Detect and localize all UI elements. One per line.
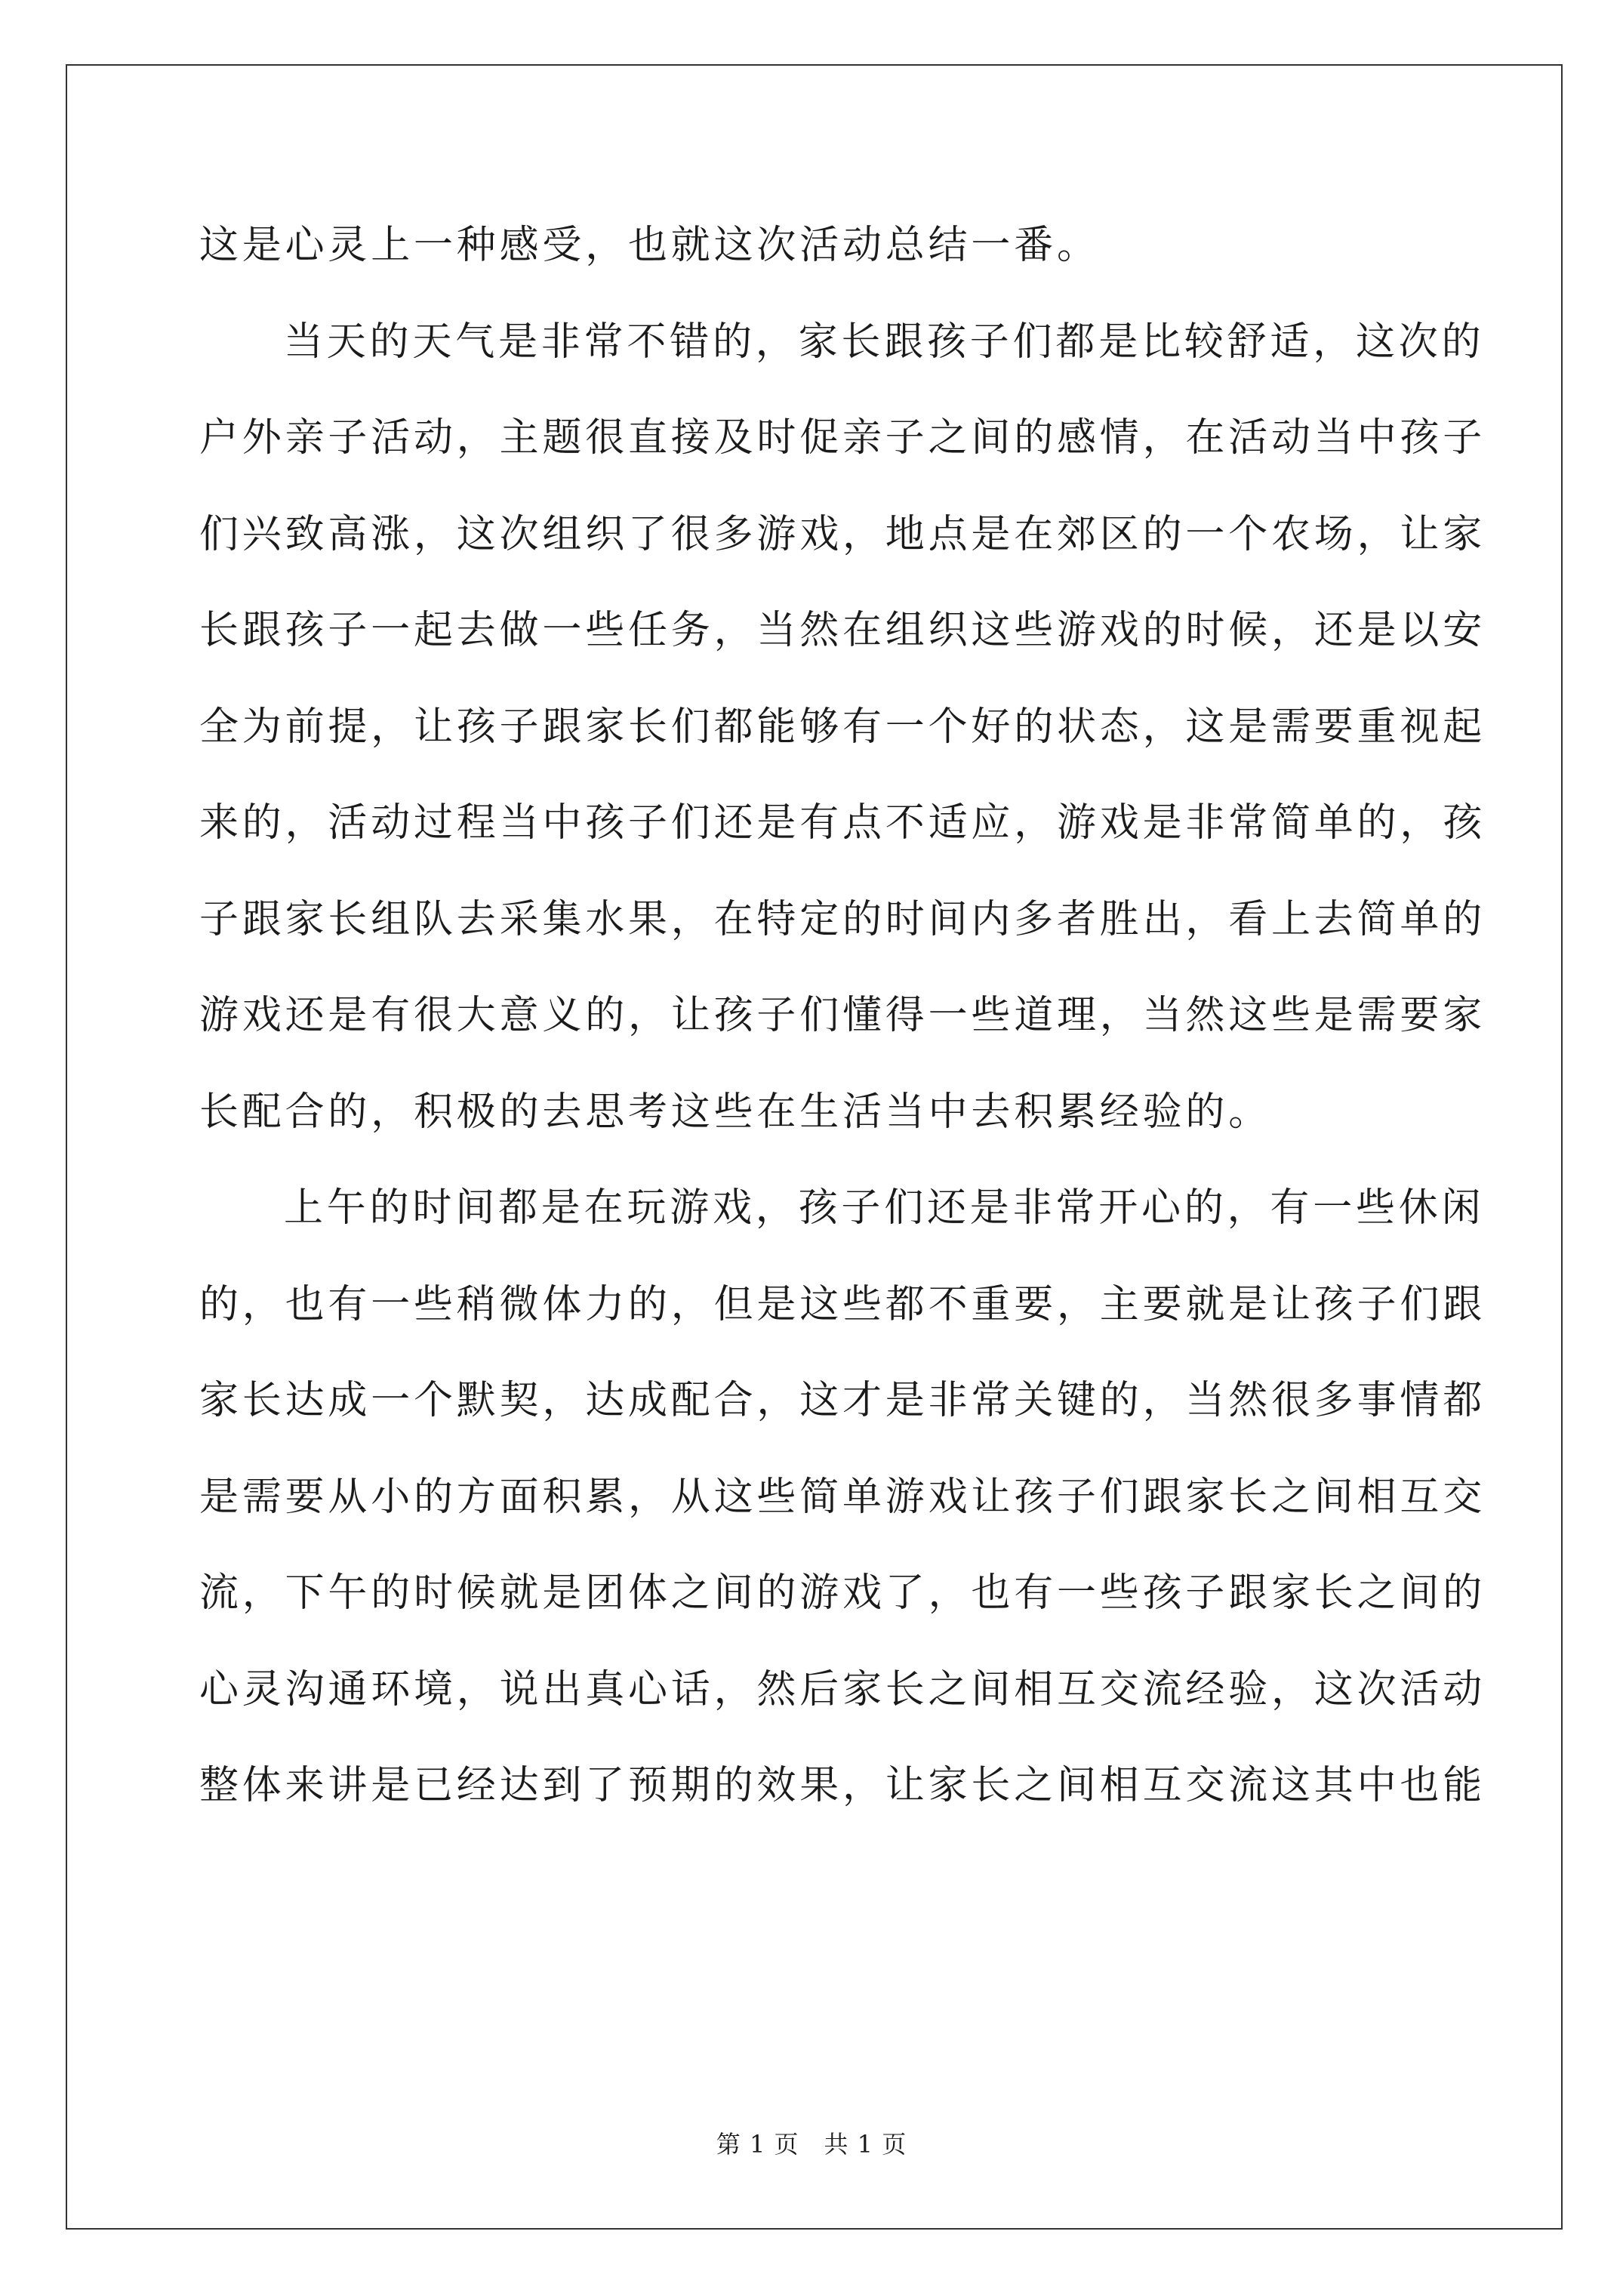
text-line: 长跟孩子一起去做一些任务，当然在组织这些游戏的时候，还是以安 xyxy=(199,608,1486,653)
page-number-footer: 第 1 页 共 1 页 xyxy=(716,2130,907,2159)
text-line: 当天的天气是非常不错的，家长跟孩子们都是比较舒适，这次的 xyxy=(284,319,1485,365)
text-line: 户外亲子活动，主题很直接及时促亲子之间的感情，在活动当中孩子 xyxy=(199,415,1486,461)
document-body xyxy=(199,198,1486,1835)
text-line: 游戏还是有很大意义的，让孩子们懂得一些道理，当然这些是需要家 xyxy=(199,993,1486,1038)
text-line: 们兴致高涨，这次组织了很多游戏，地点是在郊区的一个农场，让家 xyxy=(199,511,1486,557)
text-line: 来的，活动过程当中孩子们还是有点不适应，游戏是非常简单的，孩 xyxy=(199,800,1486,846)
text-line: 全为前提，让孩子跟家长们都能够有一个好的状态，这是需要重视起 xyxy=(199,704,1486,750)
text-line: 这是心灵上一种感受，也就这次活动总结一番。 xyxy=(199,223,1100,268)
text-line: 是需要从小的方面积累，从这些简单游戏让孩子们跟家长之间相互交 xyxy=(199,1474,1486,1520)
text-line: 上午的时间都是在玩游戏，孩子们还是非常开心的，有一些休闲 xyxy=(284,1185,1485,1231)
text-line: 整体来讲是已经达到了预期的效果，让家长之间相互交流这其中也能 xyxy=(199,1763,1486,1808)
text-line: 子跟家长组队去采集水果，在特定的时间内多者胜出，看上去简单的 xyxy=(199,896,1486,942)
text-line: 的，也有一些稍微体力的，但是这些都不重要，主要就是让孩子们跟 xyxy=(199,1281,1486,1327)
text-line: 心灵沟通环境，说出真心话，然后家长之间相互交流经验，这次活动 xyxy=(199,1666,1486,1712)
text-line: 流，下午的时候就是团体之间的游戏了，也有一些孩子跟家长之间的 xyxy=(199,1570,1486,1616)
text-line: 家长达成一个默契，达成配合，这才是非常关键的，当然很多事情都 xyxy=(199,1378,1486,1423)
text-line: 长配合的，积极的去思考这些在生活当中去积累经验的。 xyxy=(199,1089,1272,1135)
